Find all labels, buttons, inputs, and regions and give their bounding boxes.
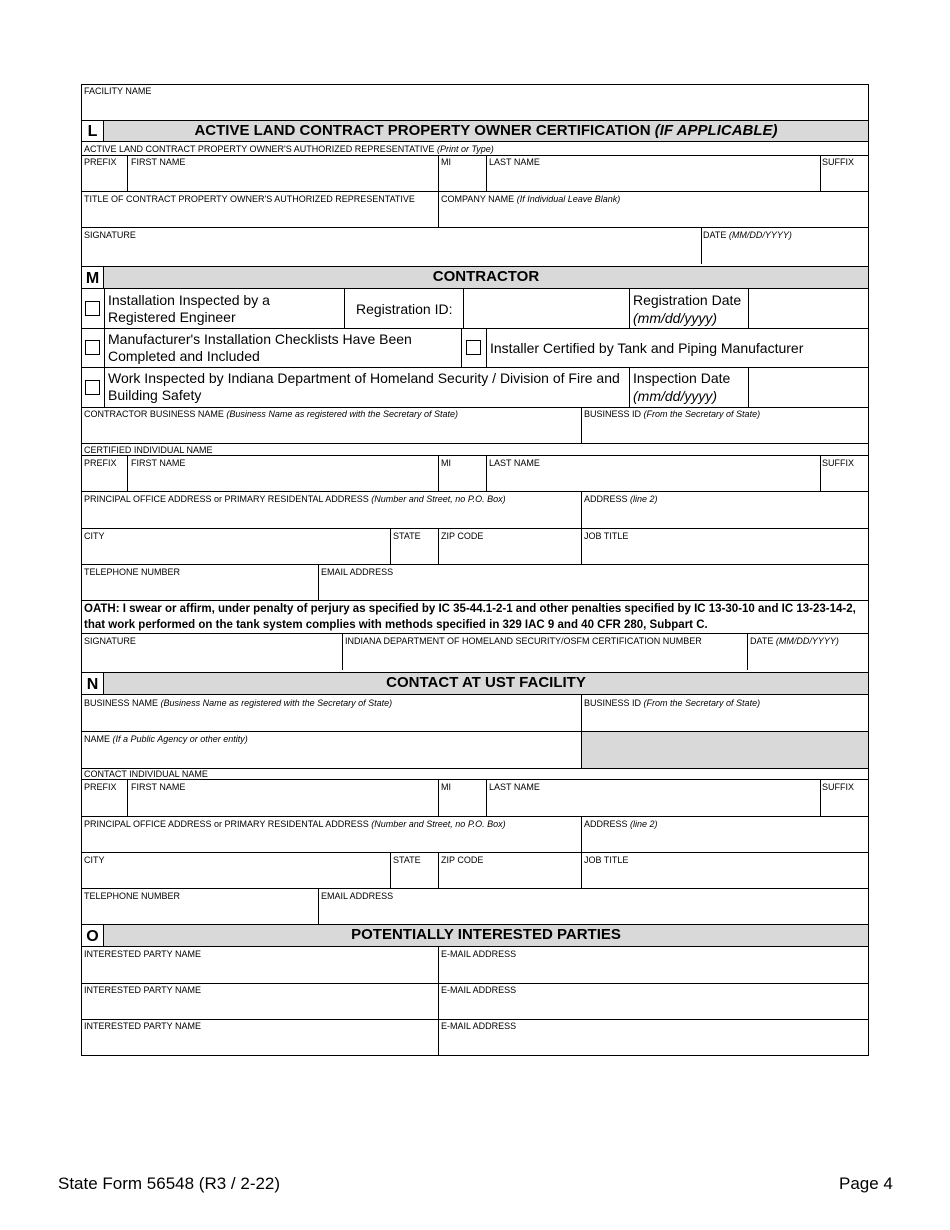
n-business-id-input[interactable]: [582, 708, 868, 731]
n-name-input[interactable]: [82, 744, 581, 768]
n-prefix-label: PREFIX: [84, 782, 117, 792]
l-mi-input[interactable]: [439, 167, 486, 191]
inspected-engineer-checkbox[interactable]: [85, 301, 100, 316]
contact-individual-label: CONTACT INDIVIDUAL NAME: [84, 769, 208, 779]
m-address-input[interactable]: [82, 504, 581, 528]
party-email-input[interactable]: [439, 1032, 868, 1055]
section-m-title: CONTRACTOR: [432, 268, 540, 285]
n-job-title-input[interactable]: [582, 865, 868, 888]
m-telephone-input[interactable]: [82, 577, 318, 600]
n-suffix-label: SUFFIX: [822, 782, 855, 792]
n-shaded-cell: [582, 732, 868, 768]
m-prefix-label: PREFIX: [84, 458, 117, 468]
n-email-label: EMAIL ADDRESS: [321, 891, 394, 901]
party-email-input[interactable]: [439, 960, 868, 983]
l-title-label: TITLE OF CONTRACT PROPERTY OWNER'S AUTHORIZED REPRESENTATIVE: [84, 194, 415, 204]
m-address-label: PRINCIPAL OFFICE ADDRESS or PRIMARY RESIDENTAL ADDRESS (Number and Street, no P.O. Box): [84, 494, 506, 504]
registration-id-input[interactable]: [464, 289, 629, 328]
section-o-title: POTENTIALLY INTERESTED PARTIES: [351, 926, 621, 943]
m-business-id-label: BUSINESS ID (From the Secretary of State): [584, 409, 761, 419]
n-business-id-label: BUSINESS ID (From the Secretary of State): [584, 698, 761, 708]
party-name-input[interactable]: [82, 960, 438, 983]
m-last-name-label: LAST NAME: [489, 458, 540, 468]
l-company-input[interactable]: [439, 204, 868, 227]
m-mi-label: MI: [441, 458, 451, 468]
l-first-name-label: FIRST NAME: [131, 157, 186, 167]
l-last-name-label: LAST NAME: [489, 157, 540, 167]
facility-name-label: FACILITY NAME: [84, 86, 152, 96]
m-first-name-input[interactable]: [128, 468, 438, 491]
party-email-label: E-MAIL ADDRESS: [441, 949, 517, 959]
installer-certified-label: Installer Certified by Tank and Piping Manufacturer: [490, 340, 804, 356]
m-job-title-label: JOB TITLE: [584, 531, 629, 541]
m-mi-input[interactable]: [439, 468, 486, 491]
work-inspected-checkbox[interactable]: [85, 380, 100, 395]
certified-individual-label: CERTIFIED INDIVIDUAL NAME: [84, 445, 213, 455]
l-prefix-input[interactable]: [82, 167, 127, 191]
party-name-input[interactable]: [82, 996, 438, 1019]
party-name-label: INTERESTED PARTY NAME: [84, 1021, 202, 1031]
n-first-name-input[interactable]: [128, 792, 438, 816]
l-signature-field[interactable]: [82, 240, 701, 264]
m-city-label: CITY: [84, 531, 105, 541]
n-email-input[interactable]: [319, 901, 868, 924]
n-address-input[interactable]: [82, 829, 581, 852]
m-business-name-input[interactable]: [82, 420, 581, 443]
inspection-date-label: Inspection Date: [633, 370, 731, 386]
n-prefix-input[interactable]: [82, 792, 127, 816]
m-telephone-label: TELEPHONE NUMBER: [84, 567, 181, 577]
work-inspected-label: Work Inspected by Indiana Department of Homeland Security / Division of Fire and Building Safety: [108, 370, 620, 403]
m-cert-number-label: INDIANA DEPARTMENT OF HOMELAND SECURITY/OSFM CERTIFICATION NUMBER: [345, 636, 702, 646]
m-state-label: STATE: [393, 531, 421, 541]
l-prefix-label: PREFIX: [84, 157, 117, 167]
n-state-input[interactable]: [391, 865, 438, 888]
section-o-letter: O: [82, 924, 104, 947]
n-city-label: CITY: [84, 855, 105, 865]
m-signature-field[interactable]: [82, 646, 342, 670]
m-address2-input[interactable]: [582, 504, 868, 528]
m-date-label: DATE (MM/DD/YYYY): [750, 636, 839, 646]
section-n-letter: N: [82, 672, 104, 695]
m-zip-input[interactable]: [439, 541, 581, 564]
m-first-name-label: FIRST NAME: [131, 458, 186, 468]
m-suffix-label: SUFFIX: [822, 458, 855, 468]
n-job-title-label: JOB TITLE: [584, 855, 629, 865]
m-address2-label: ADDRESS (line 2): [584, 494, 658, 504]
oath-statement: OATH: I swear or affirm, under penalty of perjury as specified by IC 35-44.1-2-1 and other penalties specified by IC 13-30-10 and IC 13-23-14-2, that work performed on the tank system complies with methods specified in 329 IAC 9 and 40 CFR 280, Subpart C.: [84, 603, 856, 631]
n-suffix-input[interactable]: [821, 792, 868, 816]
registration-date-format: (mm/dd/yyyy): [633, 310, 717, 326]
party-name-label: INTERESTED PARTY NAME: [84, 949, 202, 959]
party-name-label: INTERESTED PARTY NAME: [84, 985, 202, 995]
l-last-name-input[interactable]: [487, 167, 820, 191]
section-l-rep-label: ACTIVE LAND CONTRACT PROPERTY OWNER'S AUTHORIZED REPRESENTATIVE (Print or Type): [84, 144, 494, 154]
m-suffix-input[interactable]: [821, 468, 868, 491]
m-prefix-input[interactable]: [82, 468, 127, 491]
m-business-id-input[interactable]: [582, 420, 868, 443]
n-business-name-label: BUSINESS NAME (Business Name as registered with the Secretary of State): [84, 698, 393, 708]
facility-name-input[interactable]: [82, 96, 868, 119]
l-date-label: DATE (MM/DD/YYYY): [703, 230, 792, 240]
n-telephone-label: TELEPHONE NUMBER: [84, 891, 181, 901]
l-first-name-input[interactable]: [128, 167, 438, 191]
m-zip-label: ZIP CODE: [441, 531, 484, 541]
page-number: Page 4: [839, 1174, 893, 1193]
section-n-title: CONTACT AT UST FACILITY: [386, 674, 586, 691]
registration-date-input[interactable]: [749, 289, 868, 328]
inspected-engineer-label: Installation Inspected by a Registered Engineer: [108, 292, 270, 325]
m-cert-number-input[interactable]: [343, 646, 747, 670]
section-m-letter: M: [82, 266, 104, 289]
party-email-input[interactable]: [439, 996, 868, 1019]
n-zip-label: ZIP CODE: [441, 855, 484, 865]
m-job-title-input[interactable]: [582, 541, 868, 564]
n-telephone-input[interactable]: [82, 901, 318, 924]
n-zip-input[interactable]: [439, 865, 581, 888]
section-l-letter: L: [82, 120, 104, 142]
installer-certified-checkbox[interactable]: [466, 340, 481, 355]
l-signature-label: SIGNATURE: [84, 230, 136, 240]
m-city-input[interactable]: [82, 541, 390, 564]
n-state-label: STATE: [393, 855, 421, 865]
m-last-name-input[interactable]: [487, 468, 820, 491]
n-city-input[interactable]: [82, 865, 390, 888]
checklists-checkbox[interactable]: [85, 340, 100, 355]
party-name-input[interactable]: [82, 1032, 438, 1055]
m-business-name-label: CONTRACTOR BUSINESS NAME (Business Name as registered with the Secretary of State): [84, 409, 458, 419]
l-suffix-input[interactable]: [821, 167, 868, 191]
n-last-name-input[interactable]: [487, 792, 820, 816]
inspection-date-format: (mm/dd/yyyy): [633, 388, 717, 404]
l-suffix-label: SUFFIX: [822, 157, 855, 167]
n-mi-label: MI: [441, 782, 451, 792]
n-name-label: NAME (If a Public Agency or other entity): [84, 734, 248, 744]
n-address-label: PRINCIPAL OFFICE ADDRESS or PRIMARY RESIDENTAL ADDRESS (Number and Street, no P.O. Box): [84, 819, 506, 829]
m-state-input[interactable]: [391, 541, 438, 564]
n-address2-input[interactable]: [582, 829, 868, 852]
l-date-input[interactable]: [702, 240, 868, 264]
m-date-input[interactable]: [748, 646, 868, 670]
m-email-label: EMAIL ADDRESS: [321, 567, 394, 577]
n-mi-input[interactable]: [439, 792, 486, 816]
n-last-name-label: LAST NAME: [489, 782, 540, 792]
n-address2-label: ADDRESS (line 2): [584, 819, 658, 829]
n-first-name-label: FIRST NAME: [131, 782, 186, 792]
l-company-label: COMPANY NAME (If Individual Leave Blank): [441, 194, 621, 204]
party-email-label: E-MAIL ADDRESS: [441, 1021, 517, 1031]
l-title-input[interactable]: [82, 204, 438, 227]
inspection-date-input[interactable]: [749, 367, 868, 407]
m-email-input[interactable]: [319, 577, 868, 600]
form-id: State Form 56548 (R3 / 2-22): [58, 1174, 281, 1193]
section-l-title: ACTIVE LAND CONTRACT PROPERTY OWNER CERTIFICATION (IF APPLICABLE): [194, 122, 778, 139]
registration-id-label: Registration ID:: [356, 301, 453, 317]
party-email-label: E-MAIL ADDRESS: [441, 985, 517, 995]
registration-date-label: Registration Date: [633, 292, 742, 308]
l-mi-label: MI: [441, 157, 451, 167]
checklists-label: Manufacturer's Installation Checklists Have Been Completed and Included: [108, 331, 412, 364]
n-business-name-input[interactable]: [82, 708, 581, 731]
m-signature-label: SIGNATURE: [84, 636, 136, 646]
